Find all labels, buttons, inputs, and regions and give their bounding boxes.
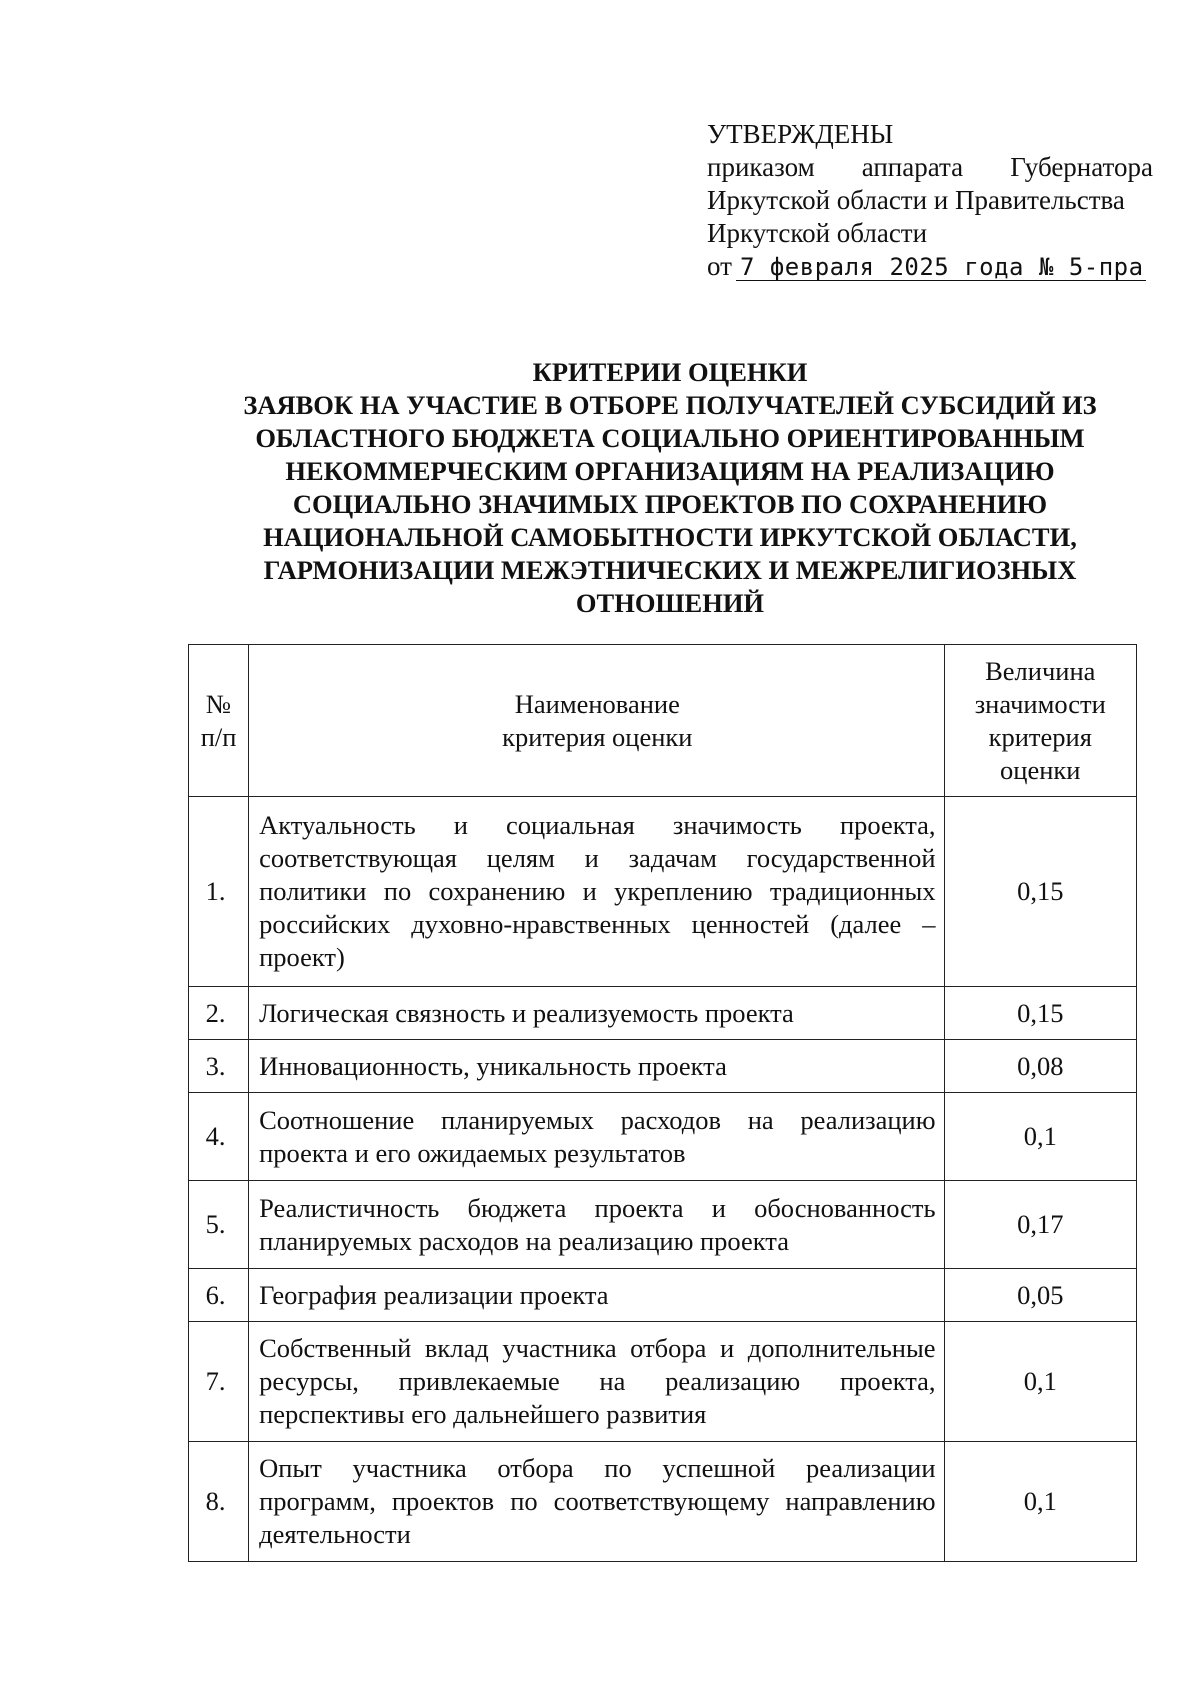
- header-num: [189, 645, 249, 797]
- header-num-line: п/п: [200, 721, 237, 752]
- row-value: 0,15: [944, 987, 1136, 1040]
- header-value-line: оценки: [1000, 754, 1081, 785]
- table-row: [189, 1442, 1137, 1562]
- title-line: ЗАЯВОК НА УЧАСТИЕ В ОТБОРЕ ПОЛУЧАТЕЛЕЙ СУБСИДИЙ ИЗ: [243, 390, 1097, 420]
- title-line: НЕКОММЕРЧЕСКИМ ОРГАНИЗАЦИЯМ НА РЕАЛИЗАЦИЮ: [285, 456, 1055, 486]
- date-value: 7 февраля 2025 года № 5-пра: [736, 254, 1146, 281]
- row-num: 2.: [189, 987, 249, 1040]
- title-line: ГАРМОНИЗАЦИИ МЕЖЭТНИЧЕСКИХ И МЕЖРЕЛИГИОЗНЫХ: [263, 555, 1077, 585]
- row-num: 3.: [189, 1040, 249, 1093]
- row-criterion: Логическая связность и реализуемость проекта: [249, 987, 944, 1040]
- approval-word: Губернатора: [1010, 152, 1153, 182]
- row-criterion: Собственный вклад участника отбора и дополнительные ресурсы, привлекаемые на реализацию проекта, перспективы его дальнейшего развития: [249, 1322, 944, 1442]
- approval-line-2: Иркутской области и Правительства: [707, 185, 1125, 215]
- row-criterion: Соотношение планируемых расходов на реализацию проекта и его ожидаемых результатов: [249, 1093, 944, 1181]
- header-value-line: Величина: [985, 655, 1096, 686]
- approval-word: аппарата: [861, 152, 964, 182]
- title-line: КРИТЕРИИ ОЦЕНКИ: [532, 357, 808, 387]
- table-row: [189, 1181, 1137, 1269]
- table-row: [189, 1040, 1137, 1093]
- row-num: 4.: [189, 1093, 249, 1181]
- row-criterion: Актуальность и социальная значимость проекта, соответствующая целям и задачам государственной политики по сохранению и укреплению традиционных российских духовно-нравственных ценностей (далее – проект): [249, 797, 944, 987]
- title-line: ОТНОШЕНИЙ: [575, 588, 765, 618]
- criteria-table: [188, 644, 1137, 1562]
- table-row: [189, 1093, 1137, 1181]
- row-value: 0,08: [944, 1040, 1136, 1093]
- approval-line-3: Иркутской области: [707, 218, 928, 248]
- row-value: 0,1: [944, 1442, 1136, 1562]
- header-num-line: №: [205, 688, 232, 719]
- row-num: 7.: [189, 1322, 249, 1442]
- header-name-line: Наименование: [514, 688, 680, 719]
- title-line: НАЦИОНАЛЬНОЙ САМОБЫТНОСТИ ИРКУТСКОЙ ОБЛАСТИ,: [263, 522, 1077, 552]
- date-prefix: от: [707, 251, 732, 281]
- row-value: 0,17: [944, 1181, 1136, 1269]
- title-line: ОБЛАСТНОГО БЮДЖЕТА СОЦИАЛЬНО ОРИЕНТИРОВАННЫМ: [255, 423, 1085, 453]
- row-num: 1.: [189, 797, 249, 987]
- table-row: [189, 1322, 1137, 1442]
- table-row: [189, 987, 1137, 1040]
- row-value: 0,15: [944, 797, 1136, 987]
- approval-block: [707, 118, 1153, 283]
- row-criterion: Реалистичность бюджета проекта и обоснованность планируемых расходов на реализацию проекта: [249, 1181, 944, 1269]
- table-row: [189, 1269, 1137, 1322]
- header-value-line: значимости: [974, 688, 1106, 719]
- row-num: 6.: [189, 1269, 249, 1322]
- table-row: [189, 797, 1137, 987]
- row-value: 0,1: [944, 1093, 1136, 1181]
- header-value: [944, 645, 1136, 797]
- row-num: 5.: [189, 1181, 249, 1269]
- title-line: СОЦИАЛЬНО ЗНАЧИМЫХ ПРОЕКТОВ ПО СОХРАНЕНИЮ: [292, 489, 1048, 519]
- approval-date-line: [707, 250, 1153, 283]
- row-criterion: Опыт участника отбора по успешной реализации программ, проектов по соответствующему направлению деятельности: [249, 1442, 944, 1562]
- row-criterion: География реализации проекта: [249, 1269, 944, 1322]
- row-value: 0,1: [944, 1322, 1136, 1442]
- approval-word: приказом: [707, 152, 815, 182]
- header-value-line: критерия: [988, 721, 1092, 752]
- row-criterion: Инновационность, уникальность проекта: [249, 1040, 944, 1093]
- header-name: [249, 645, 944, 797]
- row-num: 8.: [189, 1442, 249, 1562]
- document-title: [190, 356, 1150, 620]
- table-header-row: [189, 645, 1137, 797]
- row-value: 0,05: [944, 1269, 1136, 1322]
- approval-line-1: [707, 151, 1153, 184]
- header-name-line: критерия оценки: [502, 721, 693, 752]
- approval-heading: УТВЕРЖДЕНЫ: [707, 119, 894, 149]
